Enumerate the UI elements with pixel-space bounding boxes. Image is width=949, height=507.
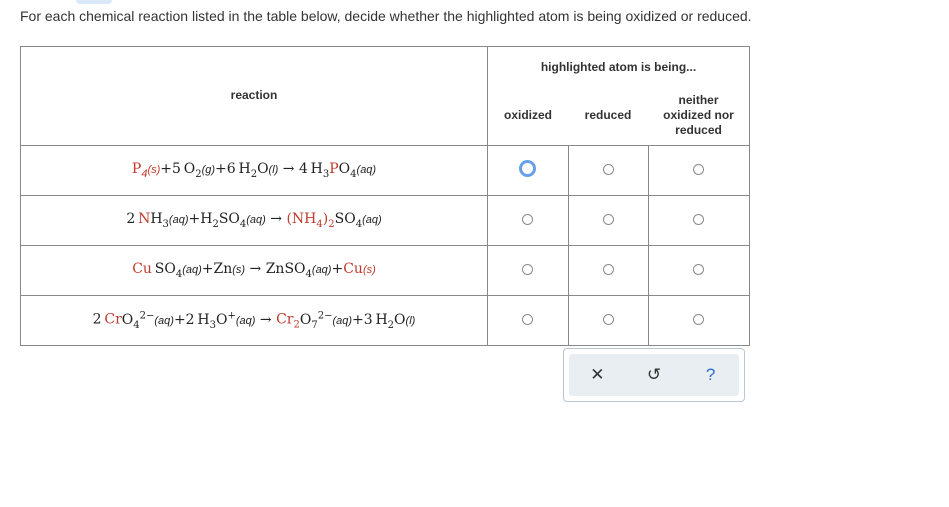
answer-toolbar <box>563 348 745 402</box>
header-neither: neither oxidized nor reduced <box>648 86 750 145</box>
radio-cell-oxidized-4[interactable] <box>488 296 569 346</box>
table-row <box>21 146 750 196</box>
reaction-equation-1: $P_4(s)+5$ $O_2(g)+6$ $H_2O(l) \to 4$ $H_3PO_4(aq)$ <box>21 146 488 196</box>
header-group: highlighted atom is being... <box>488 47 750 87</box>
instructions-text: For each chemical reaction listed in the table below, decide whether the highlighted atom is being oxidized or reduced. <box>20 8 752 24</box>
reaction-table <box>20 46 750 346</box>
radio-neither-4[interactable] <box>693 314 704 325</box>
radio-reduced-1[interactable] <box>603 164 614 175</box>
radio-oxidized-2[interactable] <box>522 214 533 225</box>
table-row <box>21 246 750 296</box>
radio-oxidized-4[interactable] <box>522 314 533 325</box>
radio-cell-neither-1[interactable] <box>648 146 750 196</box>
radio-oxidized-3[interactable] <box>522 264 533 275</box>
radio-cell-neither-4[interactable] <box>648 296 750 346</box>
undo-icon[interactable]: ↺ <box>646 365 662 384</box>
table-row <box>21 296 750 346</box>
table-row <box>21 196 750 246</box>
close-icon[interactable]: ✕ <box>590 365 605 384</box>
radio-cell-neither-3[interactable] <box>648 246 750 296</box>
radio-cell-oxidized-2[interactable] <box>488 196 569 246</box>
header-reduced: reduced <box>568 86 648 145</box>
radio-cell-reduced-1[interactable] <box>568 146 648 196</box>
reaction-equation-3: Cu $SO_4(aq)+Zn(s)$ → ZnSO$_4$(aq)+Cu(s) <box>21 246 488 296</box>
radio-cell-reduced-2[interactable] <box>568 196 648 246</box>
radio-neither-1[interactable] <box>693 164 704 175</box>
radio-reduced-3[interactable] <box>603 264 614 275</box>
reaction-equation-4: 2 CrO$_4^{2-}$(aq)+2 $H_3O^+(aq) \to Cr_2O_7^{2-}(aq)+3$ $H_2O(l)$ <box>21 296 488 346</box>
tab-indicator <box>76 0 112 4</box>
radio-cell-reduced-3[interactable] <box>568 246 648 296</box>
radio-oxidized-1[interactable] <box>519 160 536 177</box>
radio-cell-neither-2[interactable] <box>648 196 750 246</box>
header-oxidized: oxidized <box>488 86 569 145</box>
help-icon[interactable]: ? <box>705 365 716 384</box>
toolbar-inner <box>569 354 739 396</box>
radio-cell-reduced-4[interactable] <box>568 296 648 346</box>
radio-cell-oxidized-1[interactable] <box>488 146 569 196</box>
radio-cell-oxidized-3[interactable] <box>488 246 569 296</box>
radio-reduced-2[interactable] <box>603 214 614 225</box>
reaction-equation-2: 2 $NH_3(aq)+H_2SO_4(aq) \to (NH_4)_2SO_4(aq)$ <box>21 196 488 246</box>
radio-neither-2[interactable] <box>693 214 704 225</box>
radio-reduced-4[interactable] <box>603 314 614 325</box>
radio-neither-3[interactable] <box>693 264 704 275</box>
header-reaction: reaction <box>21 47 488 146</box>
